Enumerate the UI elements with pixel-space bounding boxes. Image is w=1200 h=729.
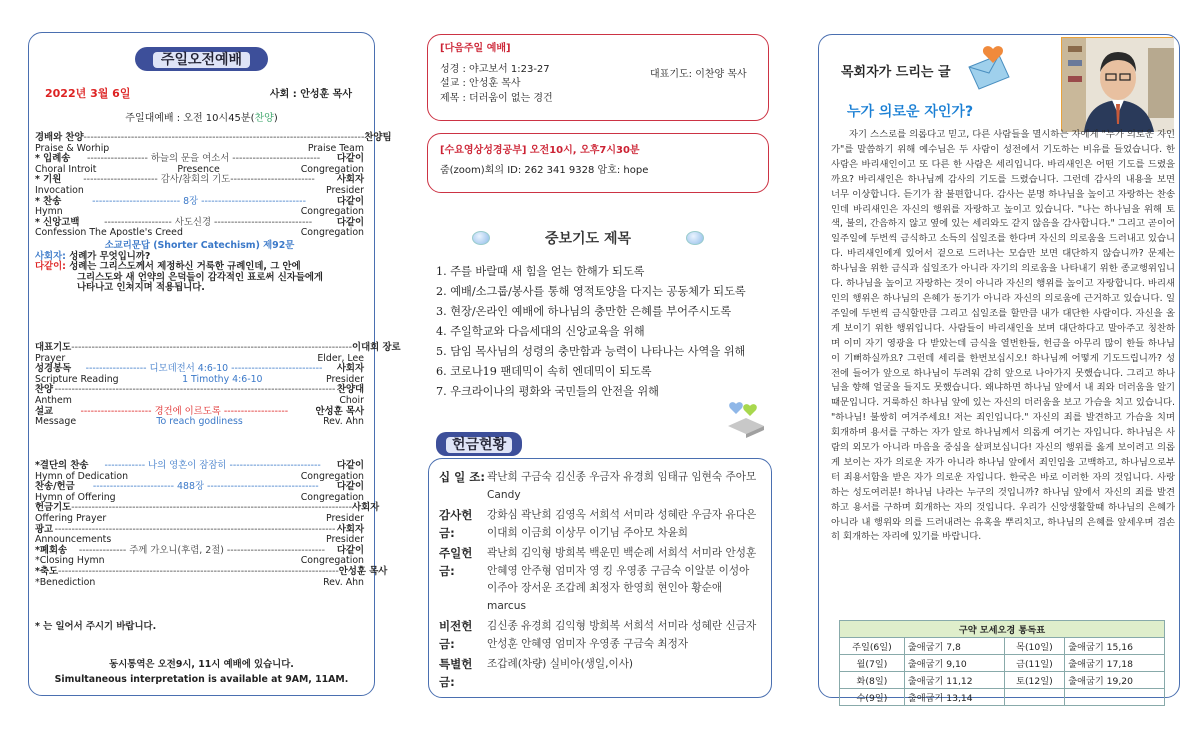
pastor-photo (1061, 37, 1173, 131)
order-item-leader: Presider (326, 184, 364, 196)
reading-table-title: 구약 모세오경 통독표 (840, 621, 1165, 638)
order-item-label: 경배와 찬양 (35, 132, 84, 143)
pastor-letter-panel (818, 34, 1180, 704)
reading-day: 수(9일) (840, 689, 905, 706)
order-item-leader: Elder, Lee (317, 352, 364, 364)
order-item-label: Hymn (35, 206, 63, 218)
service-date: 2022년 3월 6일 (45, 87, 131, 100)
order-item-leader: Congregation (300, 555, 364, 567)
offering-type: 십 일 조: (439, 470, 485, 484)
offering-title-text: 헌금현황 (446, 437, 512, 453)
order-item-leader: 다같이 (336, 544, 364, 556)
prayer-title-row (472, 228, 704, 248)
order-row (35, 342, 401, 354)
next-week-box (427, 34, 769, 121)
offering-row (439, 507, 761, 542)
order-item-label: Anthem (35, 394, 72, 406)
envelope-heart-icon (963, 41, 1019, 91)
reading-day: 목(10일) (1004, 638, 1065, 655)
order-row (35, 175, 364, 186)
order-item-detail: -------------------------- 8장 ------------------------------- (92, 195, 306, 207)
prayer-list (436, 262, 772, 402)
bubble-icon (472, 231, 490, 245)
order-item-label: 광고 (35, 523, 54, 535)
reading-passage: 출애굽기 11,12 (904, 672, 1004, 689)
answer-text-1: 성례는 그리스도께서 제정하신 거룩한 규례인데, 그 안에 (69, 261, 301, 273)
order-row (35, 228, 364, 239)
order-item-leader: 다같이 (336, 195, 364, 207)
order-item-label: Offering Prayer (35, 512, 107, 524)
order-item-label: Prayer (35, 352, 66, 364)
catechism-title: 소교리문답 (Shorter Catechism) 제92문 (104, 240, 295, 251)
order-row (35, 132, 392, 144)
prayer-item: 6. 코로나19 팬데믹이 속히 엔데믹이 되도록 (436, 365, 652, 378)
service-leader: 사회 : 안성훈 목사 (269, 89, 352, 100)
order-row (35, 417, 364, 428)
answer-text-2: 그리스도와 새 언약의 은덕들이 감각적인 표로써 신자들에게 (77, 271, 323, 283)
offering-type: 비전헌금: (439, 619, 473, 651)
offering-row (439, 469, 761, 504)
reading-table-body (840, 638, 1165, 706)
next-week-title: 제목 : 더러움이 없는 경건 (440, 92, 553, 104)
worship-title-text: 주일오전예배 (153, 52, 250, 68)
order-item-leader: 다같이 (336, 216, 364, 228)
order-item-leader: 다같이 (336, 153, 364, 165)
order-item-leader: 안성훈 목사 (315, 405, 364, 417)
main-time-green: 찬양 (254, 113, 274, 124)
order-item-label: Hymn of Dedication (35, 470, 129, 482)
offering-title (436, 432, 522, 456)
offering-type: 특별헌금: (439, 657, 473, 689)
wednesday-heading: [수요영상성경공부] 오전10시, 오후7시30분 (440, 145, 640, 156)
order-item-label: *폐회송 (35, 544, 68, 556)
offering-row (439, 656, 761, 691)
order-item-label: 헌금기도 (35, 502, 72, 514)
order-item-label: * 입례송 (35, 153, 71, 165)
pastor-letter-heading: 목회자가 드리는 글 (841, 65, 951, 80)
zoom-info: 줌(zoom)회의 ID: 262 341 9328 암호: hope (440, 165, 649, 176)
order-item-detail: To reach godliness (156, 416, 243, 428)
order-item-detail: ----------------------------------------------------------------------------------- (83, 132, 365, 143)
order-section-3 (35, 460, 388, 588)
order-row (35, 385, 364, 396)
order-item-label: 성경봉독 (35, 363, 72, 375)
order-item-leader: Congregation (300, 163, 364, 175)
order-item-detail: --------------------- 경건에 이르도록 ------------------- (80, 405, 289, 417)
order-item-leader: Rev. Ahn (323, 576, 364, 588)
order-item-detail: -------------- 주께 가오니(후렴, 2절) ----------------------------- (78, 544, 325, 556)
offering-box (428, 458, 772, 698)
order-item-leader: Praise Team (307, 142, 364, 154)
order-item-label: * 기원 (35, 174, 62, 186)
reading-table (839, 620, 1165, 706)
offering-names: 곽난희 김익형 방희복 백운민 백순례 서희석 서미라 안성훈 안혜영 안주형 엄미자 영 킹 우영종 구금숙 이알분 이성아 이주아 장서운 조갑례 최정자 한영희 현인아 황순애 marcus (487, 547, 757, 612)
order-item-label: * 찬송 (35, 195, 62, 207)
order-item-detail: ----------------------------------------------------------------------------------- (71, 342, 353, 353)
worship-title-wrap (29, 47, 374, 71)
order-item-leader: 사회자 (336, 174, 364, 186)
essay-body: 자기 스스로를 의롭다고 믿고, 다른 사람들을 멸시하는 자에게 "누가 의로운 자인가"를 말씀하기 위해 예수님은 두 사람이 성전에서 기도하는 비유를 들었습니다. 한 사람은 바리새인이고 또 다른 한 사람은 세리입니다. 바리새인은 어떤 기도를 드렸을까요? 바리새인은 하나님께 감사의 기도를 드렸습니다. 그런데 감사의 내용을 보면 너무 이상합니다. 듣기가 참 불편합니다. 감사는 분명 하나님을 높이고 자랑하는 찬송인데 바리새인은 자신의 행위를 자랑하고 높이고 있습니다. "나는 하나님을 위해 토색, 불의, 간음하지 않고 옆에 있는 세리와도 같지 않음을 감사합니다." 그리고 곧이어 일주일에 두번씩 금식하고 소득의 십일조를 한다며 자신의 의로움을 드러내고 있습니다. 바리새인에게 있어서 겉으로 드러나는 모습만 보면 대단하지 않습니까? 문제는 하나님을 위한 금식과 십일조가 아니라 자기의 의로움을 나타내기 위한 종교행위입니다. 하나님을 높이고 자랑하는 것이 아니라 자신의 행위를 높이고 자랑합니다. 바리새인의 행위은 하나님의 은혜가 동기가 아니라 자신의 의로움에 근거하고 있습니다. 일주일에 두번씩 금식할만큼 그리고 십일조를 할만큼 내가 대단한 사람이다. 자신을 올게 보이기 위한 행위입니다. 사람들이 바리새인을 보며 대단하다고 말아주고 칭찬하며 이미 자기 영광을 다 받았는데 금식을 열번한들, 헌금을 아무리 많이 한들 하나님이 기뻐하실까요? 그런데 세리를 한번보십시오! 하나님께 어떻게 기도드립니까? 성전에 들어가 앞으로 하나님이 두려워 감히 앞으로 나아가지 못했습니다. 그리고 하나님을 향해 얼굴을 들지도 못했습니다. 왜냐하면 하나님 앞에서 내 죄와 더러움을 알기 때문입니다. 거룩하신 하나님 앞에 있는 자신의 더러움을 보고 가슴을 치고 있습니다. "하나님! 불쌍히 여겨주세요! 저는 죄인입니다." 자신의 죄를 발견하고 가슴을 치며 회개하며 용서를 구하는 자가 알로 하나님께서 의롭게 여기는 자입니다. 하나님은 사람의 외모가 아니라 마음을 중심을 살펴보십니다! 자신의 행위를 옳게 보이려고 의롭게 보이는 자가 의로운 자가 아니라 하나님 앞에서 죄인임을 고백하고, 하나님으로부터 죄용서함을 받은 자가 의로운 자입니다. 한국은 바로 이러한 자의 것입니다. 사랑하는 성도여러분! 하나님 나라는 누구의 것입니까? 하나님 앞에서 자신의 죄를 발견하고 용서를 구하며 회개하는 자의 것입니다. 우리가 신앙생활할때 하나님의 은혜가 아니라 내 행위와 의를 드러내려는 유혹을 뿌리치고, 하나님의 은혜를 앞세우며 겸손히 회개하는 자리에 있기를 바랍니다. (831, 129, 1175, 543)
main-service-time (29, 109, 374, 124)
order-row (35, 514, 364, 525)
offering-type: 주일헌금: (439, 546, 473, 578)
stand-note-wrap (35, 618, 364, 633)
order-item-label: Invocation (35, 184, 84, 196)
order-item-detail: ---------------------- 감사/참회의 기도------------------------- (83, 174, 315, 186)
order-item-label: * 신앙고백 (35, 216, 80, 228)
next-week-prayer: 대표기도: 이찬양 목사 (650, 69, 747, 80)
prayer-item: 5. 담임 목사님의 성령의 충만함과 능력이 나타나는 사역을 위해 (436, 345, 746, 358)
reading-passage: 출애굽기 15,16 (1065, 638, 1165, 655)
order-item-leader: Congregation (300, 227, 364, 239)
offering-names: 곽난희 구금숙 김신종 우금자 유경희 임태규 임현숙 주아모 Candy (487, 471, 757, 501)
hearts-diamond-icon (722, 396, 770, 444)
worship-order-panel (28, 32, 401, 696)
offering-row (439, 618, 761, 653)
offering-row (439, 545, 761, 615)
prayer-item: 1. 주를 바랄때 새 힘을 얻는 한해가 되도록 (436, 265, 645, 278)
order-item-detail: -------------------- 사도신경 ----------------------------- (104, 216, 313, 228)
interpretation-note (29, 657, 374, 687)
order-item-label: *Benediction (35, 576, 96, 588)
offering-names: 조갑례(차량) 실비아(생일,이사) (487, 658, 634, 670)
order-item-label: Praise & Worhip (35, 142, 110, 154)
order-item-label: 찬송/헌금 (35, 481, 75, 493)
order-item-label: Announcements (35, 534, 112, 546)
order-item-leader: 사회자 (336, 523, 364, 535)
offering-names: 김신종 유경희 김익형 방희복 서희석 서미라 성혜란 신금자 안성훈 안혜영 엄미자 우영종 구금숙 최정자 (487, 620, 757, 650)
question-label: 사회자: (35, 250, 66, 262)
essay-title: 누가 의로운 자인가? (847, 104, 974, 120)
worship-title (135, 47, 268, 71)
order-item-leader: 다같이 (336, 481, 364, 493)
order-item-detail: ------------------------ 488장 --------------------------------- (92, 481, 319, 493)
order-item-leader: 안성훈 목사 (338, 565, 388, 577)
reading-day: 화(8일) (840, 672, 905, 689)
order-row (35, 461, 364, 472)
next-week-scripture: 성경 : 야고보서 1:23-27 (440, 63, 550, 75)
order-item-detail: ------------------ 디모데전서 4:6-10 --------------------------- (85, 363, 323, 375)
order-item-label: *Closing Hymn (35, 555, 105, 567)
order-item-detail (183, 228, 301, 239)
reading-row (840, 638, 1165, 655)
reading-day: 주일(6일) (840, 638, 905, 655)
order-item-leader: 다같이 (336, 460, 364, 471)
wednesday-study-box (427, 133, 769, 193)
order-item-label: Message (35, 416, 77, 428)
order-item-label: 찬양 (35, 384, 54, 396)
main-time-prefix: 주일대예배 : 오전 10시45분( (125, 113, 255, 124)
reading-day: 월(7일) (840, 655, 905, 672)
prayer-item: 3. 현장/온라인 예배에 하나님의 충만한 은혜를 부어주시도록 (436, 305, 732, 318)
order-item-label: 대표기도 (35, 342, 72, 353)
answer-label: 다같이: (35, 261, 66, 273)
order-item-label: Hymn of Offering (35, 491, 116, 503)
reading-schedule (839, 620, 1165, 706)
reading-row (840, 655, 1165, 672)
order-item-leader: 이대희 장로 (352, 342, 401, 353)
order-item-detail: ----------------------------------------------------------------------------------- (54, 384, 336, 396)
order-row (35, 565, 388, 578)
main-time-suffix: ) (273, 113, 278, 124)
order-item-detail (72, 396, 339, 407)
order-item-leader: Presider (326, 512, 364, 524)
order-item-detail: ----------------------------------------------------------------------------------- (71, 502, 353, 514)
order-section-1 (35, 132, 392, 239)
reading-passage (1065, 689, 1165, 706)
prayer-item: 7. 우크라이나의 평화와 국민들의 안전을 위해 (436, 385, 659, 398)
order-item-label: Scripture Reading (35, 373, 119, 385)
interpretation-ko: 동시통역은 오전9시, 11시 예배에 있습니다. (109, 659, 294, 670)
reading-row (840, 689, 1165, 706)
order-item-detail (84, 186, 326, 197)
order-item-detail: Presence (177, 163, 220, 175)
reading-passage: 출애굽기 9,10 (904, 655, 1004, 672)
order-item-label: Confession The Apostle's Creed (35, 227, 183, 239)
prayer-item: 2. 예배/소그룹/봉사를 통해 영적토양을 다지는 공동체가 되도록 (436, 285, 746, 298)
order-item-detail: 1 Timothy 4:6-10 (182, 373, 263, 385)
reading-passage: 출애굽기 13,14 (904, 689, 1004, 706)
next-week-heading: [다음주일 예배] (440, 43, 511, 54)
reading-passage: 출애굽기 7,8 (904, 638, 1004, 655)
order-item-detail: ------------------ 하늘의 문을 여소서 -------------------------- (86, 153, 321, 165)
bubble-icon (686, 231, 704, 245)
order-item-detail: ----------------------------------------------------------------------------------- (58, 565, 339, 577)
order-item-leader: Congregation (300, 491, 364, 503)
order-item-leader: Presider (326, 373, 364, 385)
pastor-portrait-icon (1062, 38, 1174, 132)
order-item-leader: 찬양대 (336, 384, 364, 396)
order-item-leader: Choir (339, 394, 364, 406)
order-item-leader: 찬양팀 (364, 132, 392, 143)
order-item-leader: Rev. Ahn (323, 416, 364, 428)
order-item-leader: Presider (326, 534, 364, 546)
order-item-label: *축도 (35, 565, 59, 577)
order-item-leader: 사회자 (336, 363, 364, 375)
order-item-leader: Congregation (300, 470, 364, 482)
interpretation-en: Simultaneous interpretation is available at 9AM, 11AM. (54, 674, 349, 685)
next-week-preacher: 설교 : 안성훈 목사 (440, 78, 521, 89)
stand-note: * 는 일어서 주시기 바랍니다. (35, 621, 157, 632)
prayer-item: 4. 주일학교와 다음세대의 신앙교육을 위해 (436, 325, 645, 338)
question-text: 성례가 무엇입니까? (69, 250, 151, 262)
order-row (35, 396, 364, 407)
reading-row (840, 672, 1165, 689)
order-item-detail (106, 514, 326, 525)
answer-text-3: 나타나고 인쳐지며 적용됩니다. (77, 282, 205, 294)
prayer-title: 중보기도 제목 (544, 231, 632, 247)
reading-day: 토(12일) (1004, 672, 1065, 689)
offering-type: 감사헌금: (439, 508, 473, 540)
reading-passage: 출애굽기 19,20 (1065, 672, 1165, 689)
order-item-label: Choral Introit (35, 163, 97, 175)
order-item-leader: Congregation (300, 206, 364, 218)
order-item-detail: ------------ 나의 영혼이 잠잠히 --------------------------- (104, 460, 321, 471)
reading-day (1004, 689, 1065, 706)
order-item-label: *결단의 찬송 (35, 460, 89, 471)
order-item-detail (95, 578, 323, 589)
order-row (35, 186, 364, 197)
reading-passage: 출애굽기 17,18 (1065, 655, 1165, 672)
order-item-leader: 사회자 (352, 502, 380, 514)
order-row (35, 578, 364, 589)
order-item-detail: ----------------------------------------------------------------------------------- (54, 523, 336, 535)
order-item-label: 설교 (35, 405, 54, 417)
offering-names: 강화심 곽난희 김영옥 서희석 서미라 성혜란 우금자 유다은 이대희 이금희 이상무 이기님 주아모 차윤희 (487, 509, 757, 539)
catechism-section (35, 241, 364, 294)
order-section-2 (35, 342, 401, 428)
reading-day: 금(11일) (1004, 655, 1065, 672)
